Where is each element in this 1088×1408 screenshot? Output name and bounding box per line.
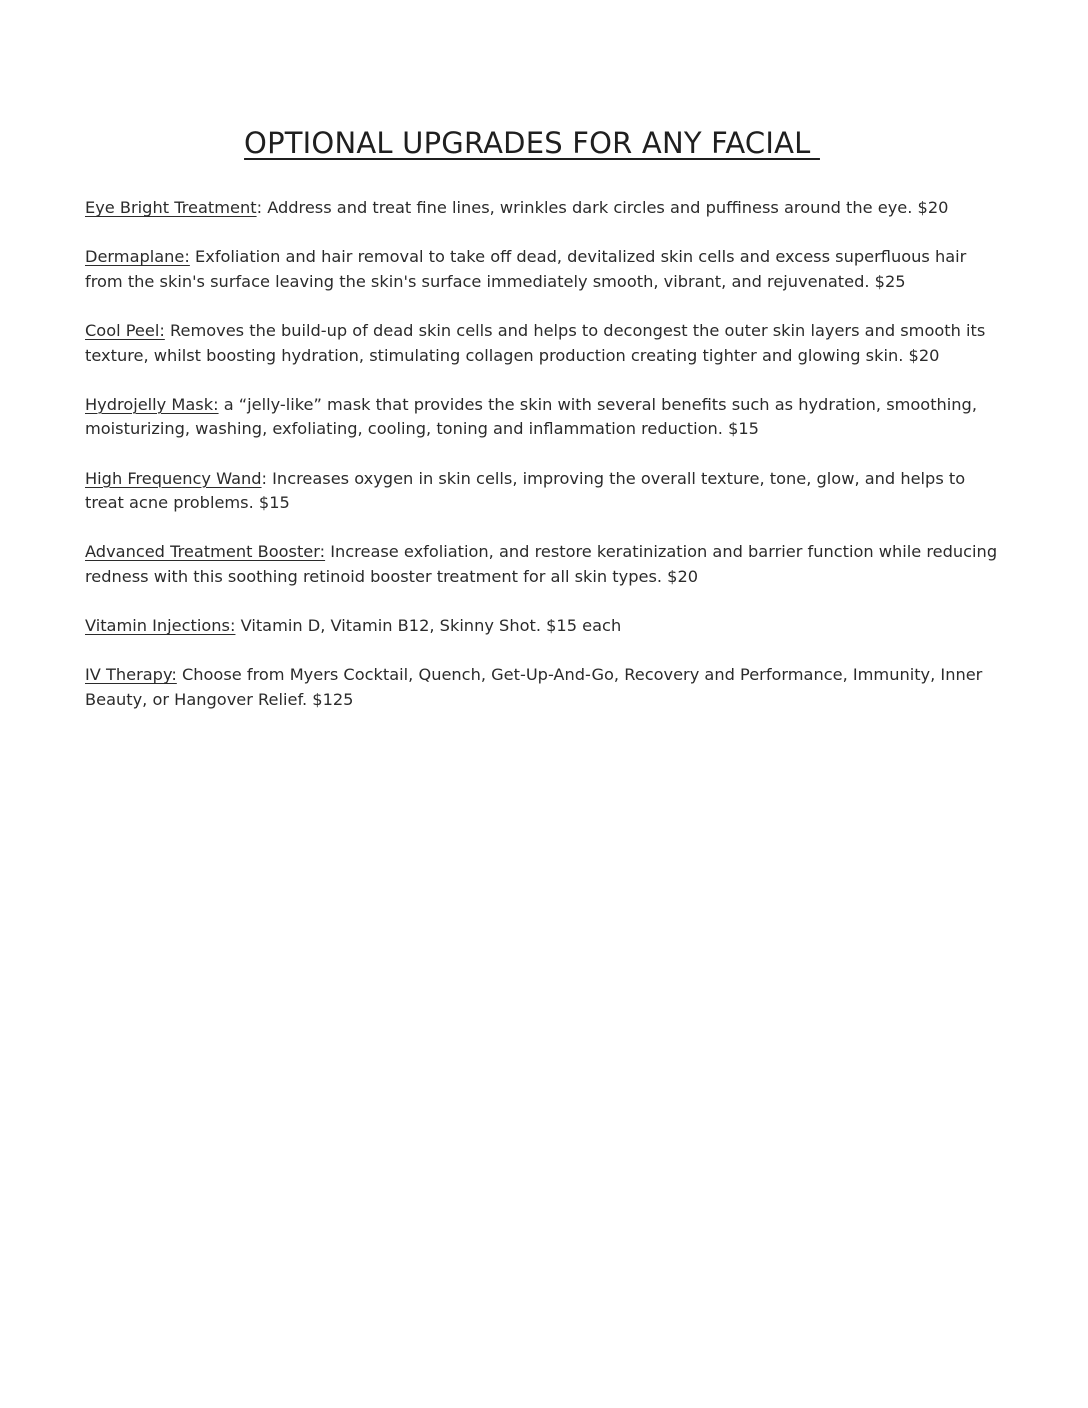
upgrade-name: High Frequency Wand [85,468,262,488]
upgrade-description: Increase exfoliation, and restore keratinization and barrier function while reducing redness with this soothing retinoid booster treatment for all skin types. $20 [85,542,998,586]
upgrade-name: Advanced Treatment Booster: [85,542,326,562]
upgrade-item-hydrojelly-mask [85,393,1000,442]
upgrade-list [85,196,1000,737]
page-title: OPTIONAL UPGRADES FOR ANY FACIAL [244,126,820,160]
upgrade-description: Increases oxygen in skin cells, improving the overall texture, tone, glow, and helps to treat acne problems. $15 [85,468,966,513]
upgrade-name: Eye Bright Treatment [85,198,257,217]
upgrade-name: Vitamin Injections: [85,616,236,636]
upgrade-name: IV Therapy: [85,665,177,685]
upgrade-name: Cool Peel: [85,320,165,340]
upgrade-description: Removes the build-up of dead skin cells and helps to decongest the outer skin layers and smooth its texture, whilst boosting hydration, stimulating collagen production creating tighter and glowing skin. $20 [85,320,986,365]
upgrade-name: Hydrojelly Mask: [85,394,219,414]
upgrade-description: Address and treat fine lines, wrinkles dark circles and puffiness around the eye. $20 [267,198,949,217]
upgrade-item-dermaplane [85,245,1000,294]
upgrade-name: Dermaplane: [85,247,190,267]
upgrade-separator: : [256,198,268,217]
upgrade-item-high-frequency-wand [85,467,1000,516]
upgrade-item-eye-bright [85,196,1000,221]
upgrade-description: Choose from Myers Cocktail, Quench, Get-Up-And-Go, Recovery and Performance, Immunity, Inner Beauty, or Hangover Relief. $125 [85,665,983,709]
upgrade-description: Vitamin D, Vitamin B12, Skinny Shot. $15 each [240,616,622,636]
upgrade-separator: : [261,468,273,488]
upgrade-item-advanced-treatment-booster [85,540,1000,589]
upgrade-item-vitamin-injections [85,614,1000,639]
upgrade-description: a “jelly-like” mask that provides the skin with several benefits such as hydration, smoothing, moisturizing, washing, exfoliating, cooling, toning and inflammation reduction. $15 [85,394,977,439]
upgrade-description: Exfoliation and hair removal to take off dead, devitalized skin cells and excess superfluous hair from the skin's surface leaving the skin's surface immediately smooth, vibrant, and rejuvenated. $25 [85,247,967,291]
upgrade-item-cool-peel [85,319,1000,368]
upgrade-item-iv-therapy [85,663,1000,712]
